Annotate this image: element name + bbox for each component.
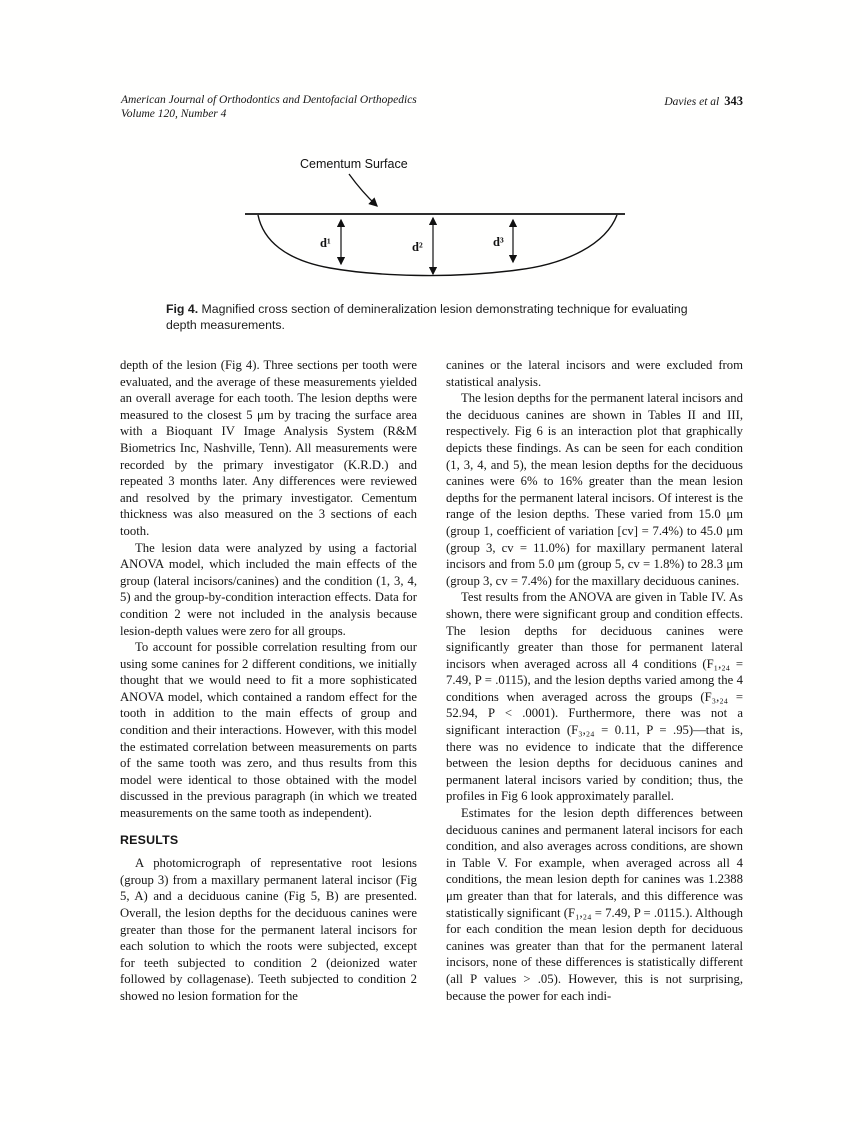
depth-label-d1: d¹: [320, 236, 331, 250]
pointer-arrow-icon: [349, 174, 377, 206]
running-header: [121, 93, 743, 121]
depth-label-d2: d²: [412, 240, 423, 254]
lesion-cross-section-svg: [225, 148, 645, 300]
caption-text: Magnified cross section of demineralization lesion demonstrating technique for evaluating depth measurements.: [166, 302, 688, 333]
body-right-column: [446, 357, 743, 1004]
paragraph: To account for possible correlation resulting from our using some canines for 2 different conditions, we initially thought that we would need to fit a more sophisticated ANOVA model, which contained a random effect for the tooth in addition to the main effects of group and condition and their interactions. However, with this model the estimated correlation between measurements on parts of the same tooth was zero, and thus results from this model were identical to those obtained with the model discussed in the previous paragraph (in which we treated measurements on the same tooth as independent).: [120, 640, 417, 821]
cementum-surface-label: Cementum Surface: [300, 157, 408, 171]
author-page-info: [664, 93, 743, 109]
figure-4-diagram: [225, 148, 645, 300]
figure-caption: [166, 301, 700, 334]
header-page-number: 343: [724, 94, 743, 108]
journal-volume: Volume 120, Number 4: [121, 108, 227, 120]
caption-label: Fig 4.: [166, 302, 199, 316]
paragraph: depth of the lesion (Fig 4). Three sections per tooth were evaluated, and the average of these measurements yielded an overall average for each tooth. The lesion depths were measured to the closest 5 μm by tracing the surface area with a Bioquant IV Image Analysis System (R&M Biometrics Inc, Nashville, Tenn). All measurements were recorded by the primary investigator (K.R.D.) and repeated 3 months later. Any differences were reviewed and resolved by the primary investigator. Cementum thickness was also measured on the 3 sections of each tooth.: [120, 358, 417, 538]
lesion-outline: [258, 215, 617, 276]
paragraph: canines or the lateral incisors and were excluded from statistical analysis.: [446, 358, 743, 389]
depth-label-d3: d³: [493, 235, 504, 249]
body-left-column: [120, 357, 417, 1005]
journal-info: [121, 93, 417, 121]
header-authors: Davies et al: [664, 96, 720, 108]
results-heading: RESULTS: [120, 832, 179, 847]
journal-title: American Journal of Orthodontics and Dentofacial Orthopedics: [121, 94, 417, 106]
paragraph: The lesion depths for the permanent lateral incisors and the deciduous canines are shown in Tables II and III, respectively. Fig 6 is an interaction plot that graphically depicts these findings. As can be seen for each condition (1, 3, 4, and 5), the mean lesion depths for the deciduous canines were 6% to 16% greater than the mean lesion depths for the permanent lateral incisors. Of interest is the range of the lesion depths. These varied from 15.0 μm (group 1, coefficient of variation [cv] = 7.4%) to 45.0 μm (group 3, cv = 11.0%) for maxillary permanent lateral incisors and from 5.0 μm (group 5, cv = 1.8%) to 28.3 μm (group 3, cv = 7.4%) for the maxillary deciduous canines.: [446, 391, 743, 588]
paragraph: The lesion data were analyzed by using a factorial ANOVA model, which included the main effects of the group (lateral incisors/canines) and the condition (1, 3, 4, 5) and the group-by-condition interaction effects. Data for condition 2 were not included in the analysis because lesion-depth values were zero for all groups.: [120, 540, 417, 638]
paragraph: Estimates for the lesion depth differences between deciduous canines and permanent lateral incisors for each condition, and also averages across conditions, are shown in Table V. For example, when averaged across all 4 conditions, the mean lesion depth for canines was 1.2388 μm greater than that for laterals, and this difference was statistically significant (F₁,₂₄ = 7.49, P = .0115.). Although for each condition the mean lesion depth for deciduous canines was greater than that for the permanent lateral incisors, none of these differences is statistically different (all P values > .05). However, this is not surprising, because the power for each indi-: [446, 806, 743, 1003]
paragraph: A photomicrograph of representative root lesions (group 3) from a maxillary permanent lateral incisor (Fig 5, A) and a deciduous canine (Fig 5, B) are presented. Overall, the lesion depths for the deciduous canines were greater than those for the permanent lateral incisors for each solution to which the roots were subjected, except for teeth subjected to condition 2 (deionized water followed by collagenase). Teeth subjected to condition 2 showed no lesion formation for the: [120, 856, 417, 1003]
paragraph: Test results from the ANOVA are given in Table IV. As shown, there were significant group and condition effects. The lesion depths for deciduous canines were significantly greater than those for permanent lateral incisors when averaged across all 4 conditions (F₁,₂₄ = 7.49, P = .0115), and the lesion depths varied among the 4 conditions when averaged across the groups (F₃,₂₄ = 52.94, P < .0001). Furthermore, there was not a significant interaction (F₃,₂₄ = 0.11, P = .95)—that is, there was no evidence to indicate that the difference between the lesion depths for deciduous canines and permanent lateral incisors varied by condition; thus, the profiles in Fig 6 look approximately parallel.: [446, 590, 743, 804]
